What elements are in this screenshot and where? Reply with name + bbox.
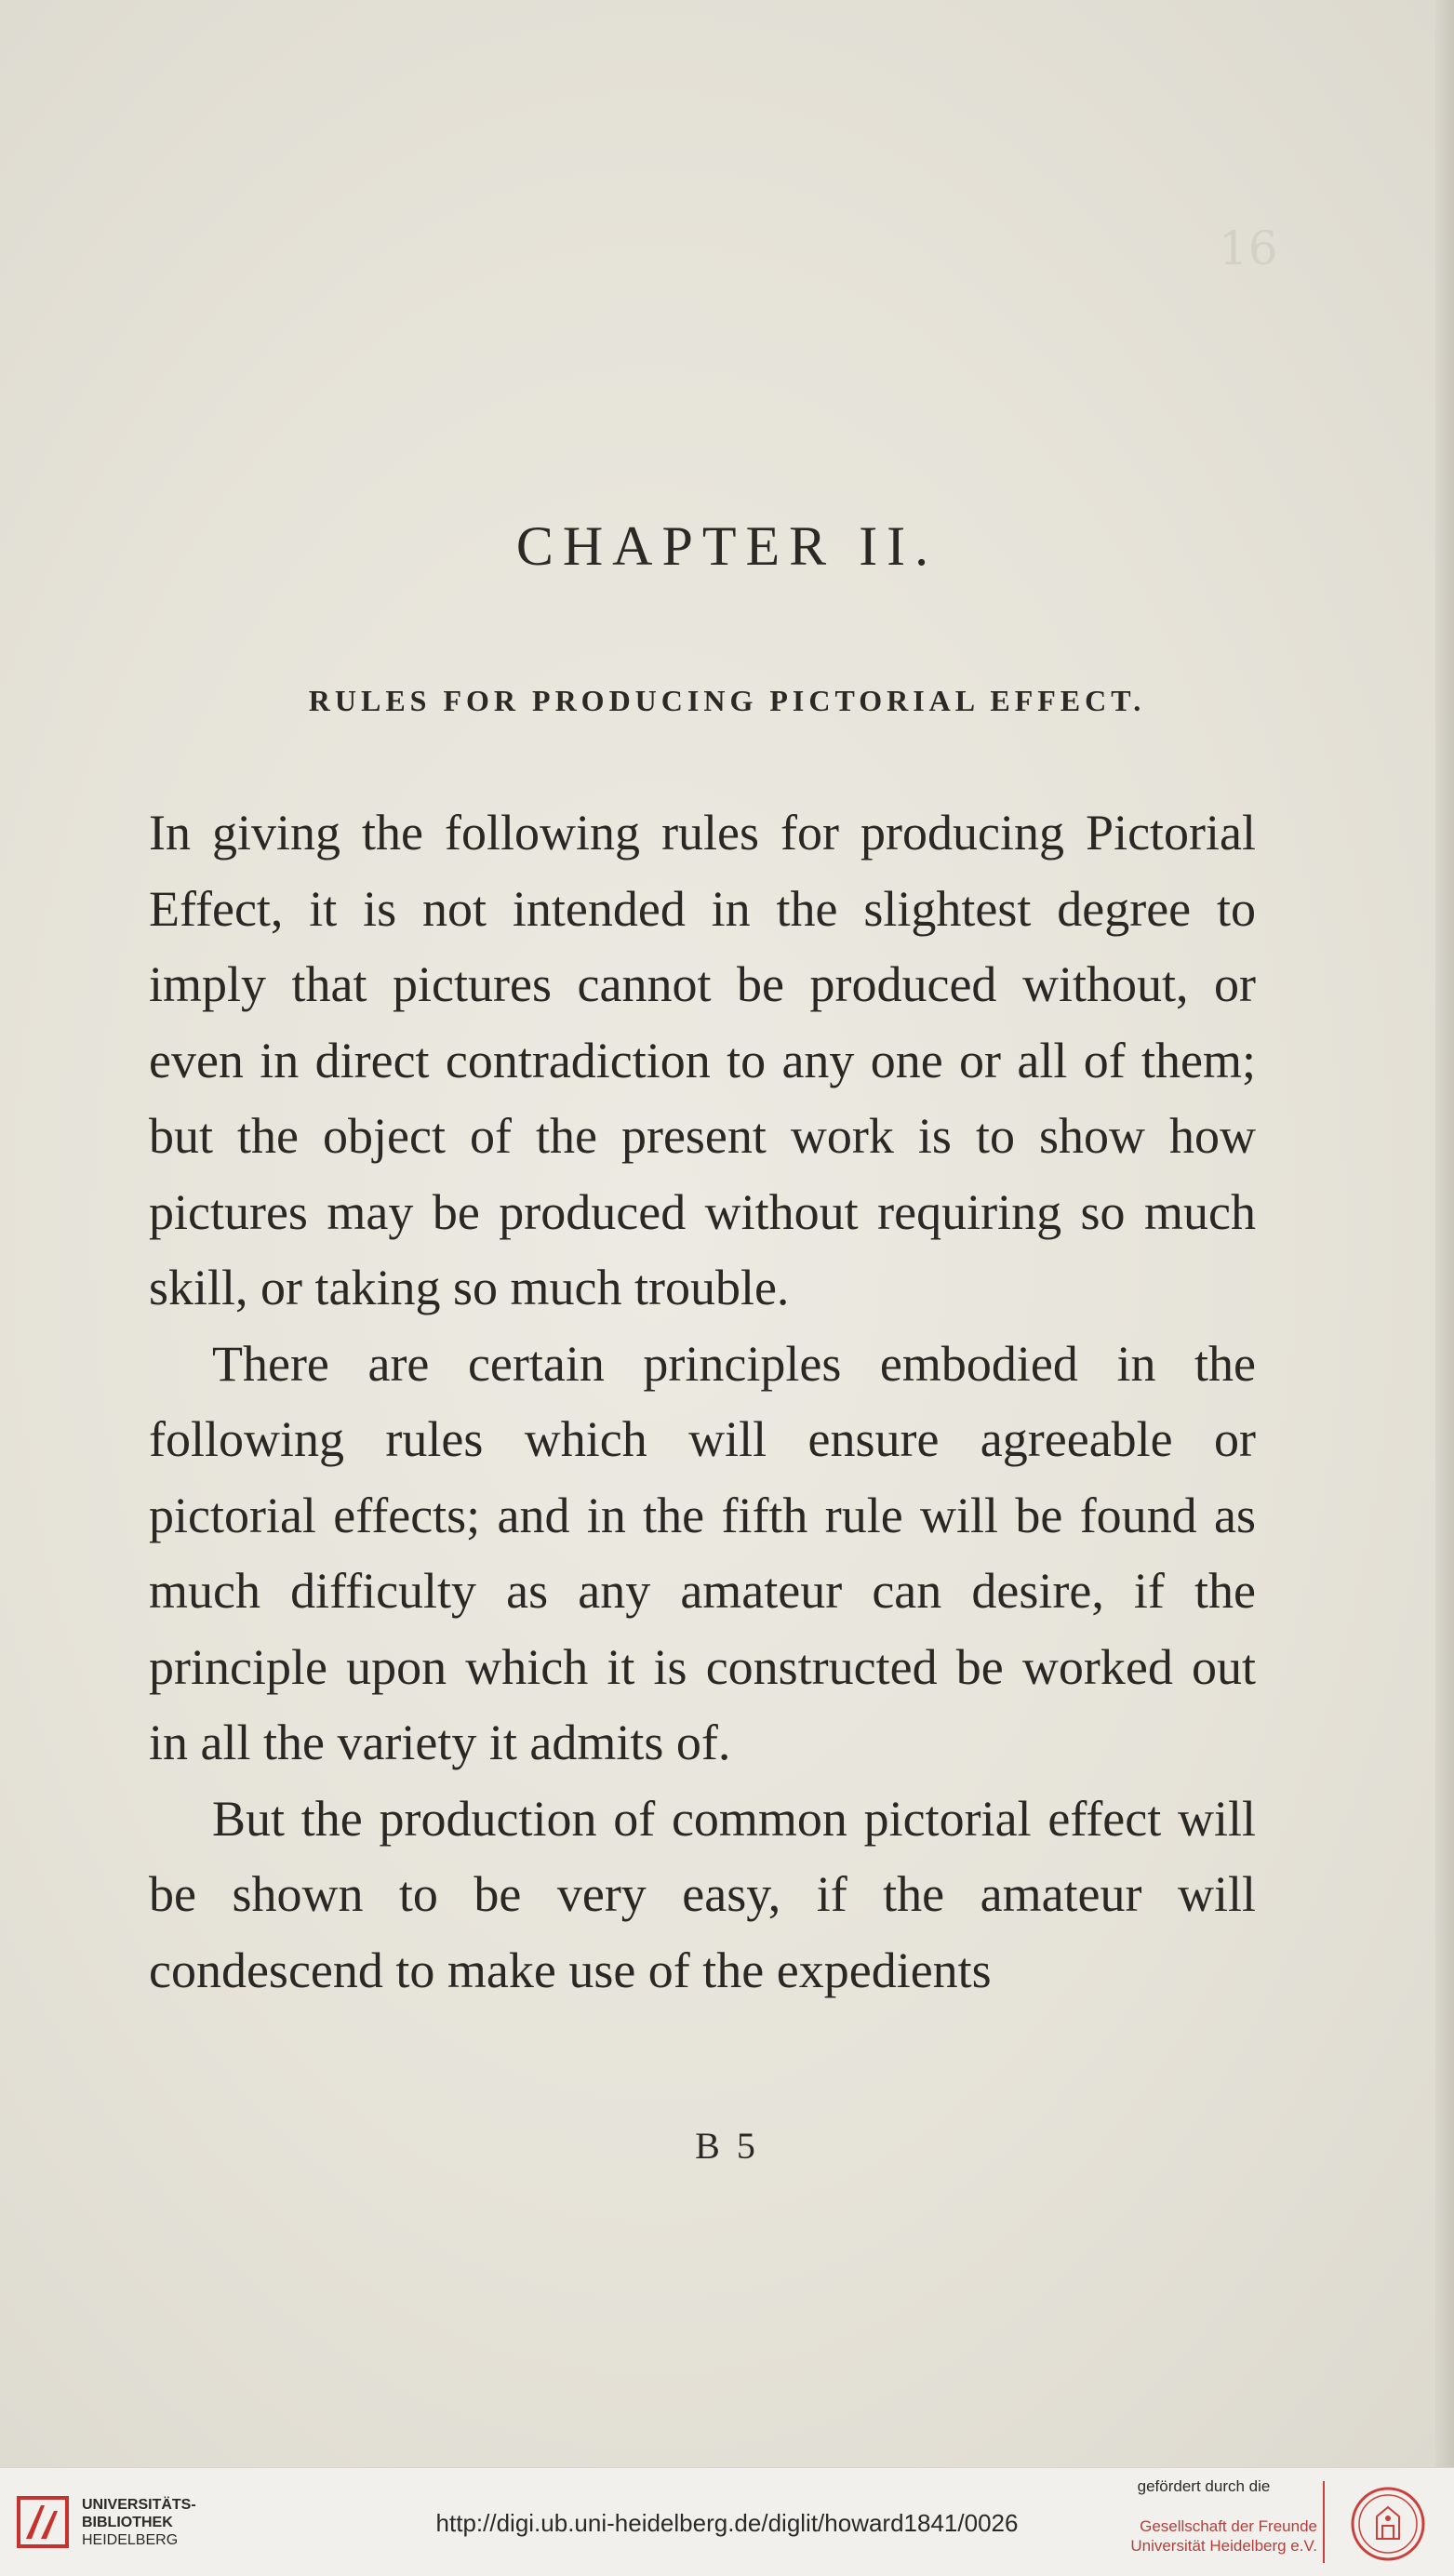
library-name-line-1: UNIVERSITÄTS- bbox=[82, 2497, 196, 2513]
paragraph-2: There are certain principles embodied in the following rules which will ensure agreeable or pictorial effects; and in the fifth rule will be found as much difficulty as any amateur can desire, if the principle upon which it is constructed be worked out in all the variety it admits of. bbox=[149, 1335, 1256, 1770]
chapter-subtitle: RULES FOR PRODUCING PICTORIAL EFFECT. bbox=[308, 684, 1146, 717]
sponsor-divider bbox=[1323, 2481, 1325, 2563]
paragraph-3: But the production of common pictorial effect will be shown to be very easy, if the amateur will condescend to make use of the expedients bbox=[149, 1790, 1256, 1998]
university-seal-icon[interactable] bbox=[1340, 2485, 1436, 2563]
library-name-line-2: BIBLIOTHEK bbox=[82, 2515, 173, 2530]
show-through-folio: 16 bbox=[1219, 221, 1278, 275]
sponsor-name-line-2: Universität Heidelberg e.V. bbox=[1130, 2537, 1317, 2555]
chapter-heading: CHAPTER II. bbox=[515, 515, 939, 577]
sponsor-label: gefördert durch die bbox=[1137, 2477, 1271, 2495]
library-name-line-3: HEIDELBERG bbox=[82, 2532, 179, 2548]
drop-cap: In bbox=[149, 805, 191, 861]
permalink-url[interactable]: http://digi.ub.uni-heidelberg.de/diglit/howard1841/0026 bbox=[435, 2509, 1019, 2537]
paragraph-1-text: giving the following rules for producing Pictorial Effect, it is not intended in the slightest degree to imply that pictures cannot be produced without, or even in direct contradiction to any one or all of them; but the object of the present work is to show how pictures may be produced without requiring so much skill, or taking so much trouble. bbox=[149, 805, 1256, 1315]
show-through-text bbox=[167, 354, 1265, 819]
body-text bbox=[149, 795, 1256, 2009]
paragraph-1 bbox=[149, 795, 1256, 1327]
sponsor-name[interactable] bbox=[1087, 2516, 1317, 2556]
signature-mark: B 5 bbox=[695, 2125, 759, 2167]
page-edge-shadow bbox=[1435, 0, 1454, 2467]
digitization-footer bbox=[0, 2467, 1454, 2576]
sponsor-name-line-1: Gesellschaft der Freunde bbox=[1140, 2517, 1317, 2535]
